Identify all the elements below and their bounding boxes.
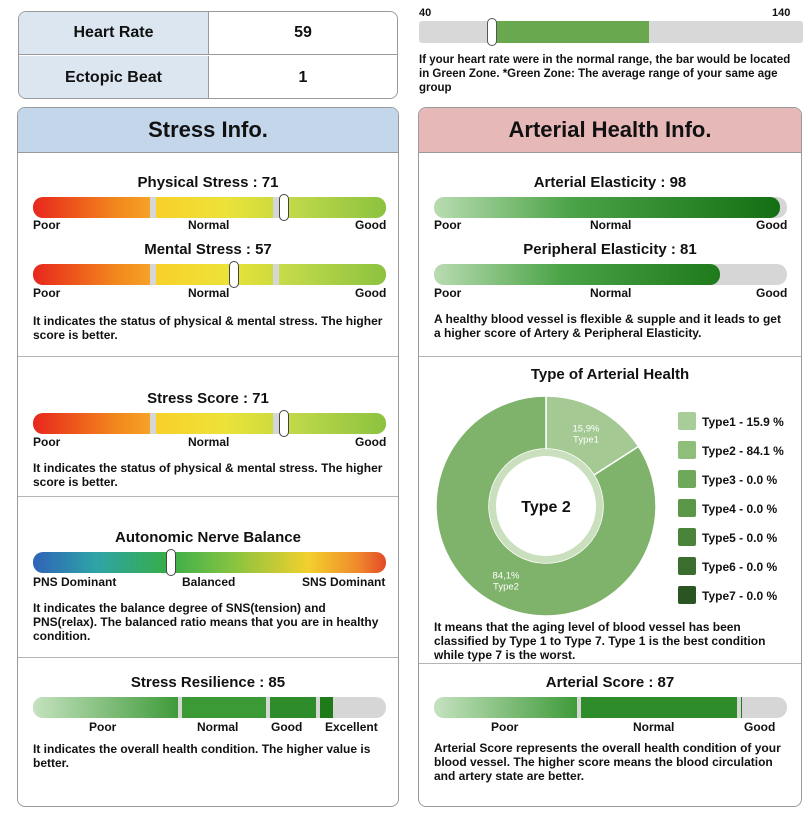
normal-label: Normal [197, 720, 239, 734]
resilience-title: Stress Resilience : 85 [130, 674, 286, 691]
sns-label: SNS Dominant [302, 575, 386, 589]
hr-range-min: 40 [419, 7, 432, 19]
legend-label: Type7 - 0.0 % [702, 589, 778, 603]
poor-label: Poor [434, 286, 462, 300]
legend-swatch [678, 557, 696, 575]
vitals-table [18, 11, 398, 99]
good-label: Good [744, 720, 776, 734]
peripheral-elasticity-fill [434, 264, 720, 285]
section-divider [419, 663, 801, 664]
arterial-panel-title: Arterial Health Info. [419, 108, 801, 153]
mental-stress-title: Mental Stress : 57 [144, 241, 272, 258]
good-label: Good [271, 720, 303, 734]
arterial-elasticity-bar [434, 197, 787, 218]
stress-panel [17, 107, 399, 807]
good-segment [279, 413, 386, 434]
normal-segment [156, 264, 273, 285]
arterial-score-bar [434, 697, 787, 718]
pns-label: PNS Dominant [33, 575, 117, 589]
physical-stress-title: Physical Stress : 71 [137, 174, 279, 191]
good-label: Good [355, 286, 387, 300]
poor-segment [434, 697, 577, 718]
poor-segment [33, 413, 150, 434]
normal-label: Normal [188, 286, 230, 300]
ans-title: Autonomic Nerve Balance [115, 529, 301, 546]
slice-type1-name: Type1 [573, 434, 599, 446]
legend-label: Type4 - 0.0 % [702, 502, 778, 516]
legend-swatch [678, 412, 696, 430]
stress-score-knob [279, 410, 289, 437]
mental-stress-bar [33, 264, 386, 285]
arterial-type-description: It means that the aging level of blood vessel has been classified by Type 1 to Type 7. Type 1 is the best condition while type 7 is the worst. [434, 620, 766, 662]
legend-label: Type6 - 0.0 % [702, 560, 778, 574]
normal-segment [156, 413, 273, 434]
heart-rate-value: 59 [294, 24, 312, 41]
good-label: Good [756, 286, 788, 300]
normal-segment [581, 697, 737, 718]
arterial-type-donut [433, 393, 659, 619]
heart-rate-row [19, 12, 397, 55]
heart-rate-label: Heart Rate [19, 12, 209, 54]
legend-swatch [678, 528, 696, 546]
poor-label: Poor [33, 218, 61, 232]
ectopic-beat-label: Ectopic Beat [19, 56, 209, 99]
legend-label: Type2 - 84.1 % [702, 444, 784, 458]
poor-label: Poor [434, 218, 462, 232]
good-label: Good [355, 218, 387, 232]
mental-stress-knob [229, 261, 239, 288]
good-segment [270, 697, 316, 718]
stress-score-title: Stress Score : 71 [147, 390, 269, 407]
stress-panel-title: Stress Info. [18, 108, 398, 153]
legend-swatch [678, 499, 696, 517]
excellent-label: Excellent [325, 720, 378, 734]
arterial-elasticity-fill [434, 197, 780, 218]
slice-type2-pct: 84,1% [492, 570, 520, 582]
ectopic-beat-value: 1 [298, 68, 308, 86]
section-divider [18, 356, 398, 357]
poor-label: Poor [33, 435, 61, 449]
poor-segment [33, 697, 178, 718]
legend-label: Type1 - 15.9 % [702, 415, 784, 429]
slice-type1-pct: 15,9% [572, 423, 600, 435]
legend-label: Type5 - 0.0 % [702, 531, 778, 545]
ans-description: It indicates the balance degree of SNS(tension) and PNS(relax). The balanced ratio means that you are in healthy condition. [33, 601, 379, 643]
normal-label: Normal [188, 435, 230, 449]
good-label: Good [756, 218, 788, 232]
good-segment [279, 264, 386, 285]
slice-type2-name: Type2 [493, 581, 519, 593]
ans-knob [166, 549, 176, 576]
normal-label: Normal [590, 218, 632, 232]
hr-green-zone [496, 21, 650, 43]
excellent-fill [320, 697, 333, 718]
arterial-type-title: Type of Arterial Health [530, 366, 690, 383]
physical-stress-bar [33, 197, 386, 218]
peripheral-elasticity-bar [434, 264, 787, 285]
hr-range-note: If your heart rate were in the normal range, the bar would be located in Green Zone. *Green Zone: The average range of your same age group [419, 54, 791, 94]
legend-swatch [678, 470, 696, 488]
ans-bar [33, 552, 386, 573]
stress-description: It indicates the status of physical & mental stress. The higher score is better. [33, 314, 383, 342]
donut-center-label: Type 2 [521, 499, 571, 516]
section-divider [18, 496, 398, 497]
ectopic-beat-row [19, 56, 397, 99]
arterial-score-description: Arterial Score represents the overall health condition of your blood vessel. The higher score means the blood circulation and artery state are better. [434, 741, 781, 783]
arterial-elasticity-title: Arterial Elasticity : 98 [533, 174, 687, 191]
arterial-panel [418, 107, 802, 807]
poor-label: Poor [33, 286, 61, 300]
poor-label: Poor [89, 720, 117, 734]
normal-label: Normal [590, 286, 632, 300]
balanced-label: Balanced [182, 575, 236, 589]
stress-score-bar [33, 413, 386, 434]
hr-marker [487, 18, 497, 46]
hr-range-max: 140 [772, 7, 791, 19]
good-segment [279, 197, 386, 218]
peripheral-elasticity-title: Peripheral Elasticity : 81 [523, 241, 697, 258]
elasticity-description: A healthy blood vessel is flexible & supple and it leads to get a higher score of Artery & Peripheral Elasticity. [434, 312, 781, 340]
section-divider [18, 657, 398, 658]
normal-label: Normal [188, 218, 230, 232]
poor-segment [33, 197, 150, 218]
physical-stress-knob [279, 194, 289, 221]
arterial-score-title: Arterial Score : 87 [545, 674, 675, 691]
legend-swatch [678, 586, 696, 604]
resilience-description: It indicates the overall health condition. The higher value is better. [33, 742, 371, 770]
section-divider [419, 356, 801, 357]
hr-range-bar [419, 21, 803, 43]
poor-segment [33, 264, 150, 285]
resilience-bar [33, 697, 386, 718]
stress-score-description: It indicates the status of physical & mental stress. The higher score is better. [33, 461, 383, 489]
legend-label: Type3 - 0.0 % [702, 473, 778, 487]
normal-segment [182, 697, 266, 718]
poor-label: Poor [491, 720, 519, 734]
legend-swatch [678, 441, 696, 459]
normal-label: Normal [633, 720, 675, 734]
good-label: Good [355, 435, 387, 449]
normal-segment [156, 197, 273, 218]
